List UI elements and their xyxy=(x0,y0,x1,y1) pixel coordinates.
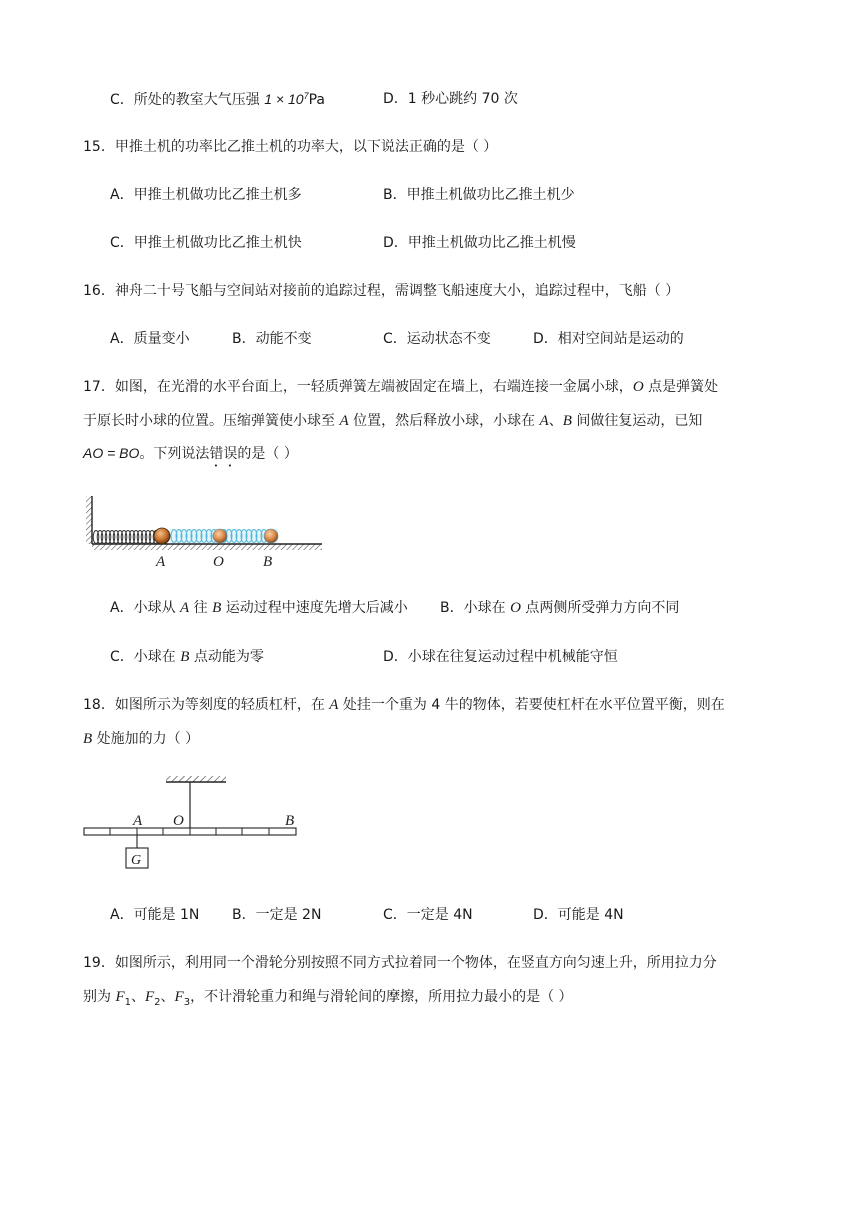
q19-subscript: 3 xyxy=(183,996,191,1008)
q19-stem-line1: 19．如图所示，利用同一个滑轮分别按照不同方式拉着同一个物体，在竖直方向匀速上升，所用拉力分 xyxy=(83,955,717,971)
ball-at-o xyxy=(213,529,227,543)
q18-text: 18．如图所示为等刻度的轻质杠杆，在 xyxy=(83,697,330,713)
opt-text: 点两侧所受弹力方向不同 xyxy=(520,600,680,616)
q17-stem-line3 xyxy=(83,443,298,470)
ceiling-hatching xyxy=(166,776,226,782)
q16-option-a: A．质量变小 xyxy=(110,331,190,347)
label-b: B xyxy=(285,813,295,829)
q18-text: 处施加的力（ ） xyxy=(92,731,200,747)
opt-text: B．小球在 xyxy=(440,600,511,616)
q17-equation: AO = BO xyxy=(83,445,140,461)
wall-hatching xyxy=(86,496,92,544)
q17-text: 点是弹簧处 xyxy=(643,379,719,395)
q17-text: 17．如图，在光滑的水平台面上，一轻质弹簧左端被固定在墙上，右端连接一金属小球， xyxy=(83,379,633,395)
q19-text: 、 xyxy=(131,989,145,1005)
q17-option-a xyxy=(110,598,408,618)
q19-subscript: 1 xyxy=(124,996,131,1008)
q18-stem-line1 xyxy=(83,695,725,715)
q17-stem-line2 xyxy=(83,411,702,431)
q19-text: 别为 xyxy=(83,989,116,1005)
q19-subscript: 2 xyxy=(154,996,161,1008)
q18-option-d: D．可能是 4N xyxy=(533,907,624,923)
q18-var-b: B xyxy=(83,731,93,747)
q14-option-d: D．1 秒心跳约 70 次 xyxy=(383,91,518,107)
label-o: O xyxy=(213,554,224,570)
ball-at-a xyxy=(154,528,170,544)
opt-text: 往 xyxy=(189,600,213,616)
label-b: B xyxy=(263,554,273,570)
q19-text: ，不计滑轮重力和绳与滑轮间的摩擦，所用拉力最小的是（ ） xyxy=(190,989,573,1005)
q14-option-c-text: C．所处的教室大气压强 xyxy=(110,92,265,108)
q17-text: 的是（ ） xyxy=(237,446,298,462)
q18-stem-line2 xyxy=(83,729,199,749)
weight-label: G xyxy=(131,853,142,868)
q17-spring-figure xyxy=(82,494,324,572)
opt-text: A．小球从 xyxy=(110,600,181,616)
q14-option-c-exponent: 7 xyxy=(303,91,309,101)
opt-text: 点动能为零 xyxy=(189,649,264,665)
q19-text: 、 xyxy=(160,989,175,1005)
q18-option-a: A．可能是 1N xyxy=(110,907,200,923)
label-a: A xyxy=(133,813,143,829)
q14-option-c-unit: Pa xyxy=(308,92,325,108)
q17-text: 位置，然后释放小球，小球在 xyxy=(348,413,540,429)
q17-text: 于原长时小球的位置。压缩弹簧使小球至 xyxy=(83,413,340,429)
q16-option-c: C．运动状态不变 xyxy=(383,331,491,347)
q15-option-d: D．甲推土机做功比乙推土机慢 xyxy=(383,235,576,251)
opt-text: C．小球在 xyxy=(110,649,181,665)
q18-option-b: B．一定是 2N xyxy=(232,907,322,923)
q15-option-b: B．甲推土机做功比乙推土机少 xyxy=(383,187,575,203)
q17-text: 、 xyxy=(548,413,563,429)
opt-text: 运动过程中速度先增大后减小 xyxy=(221,600,408,616)
q17-emphasis: 错误 xyxy=(209,446,238,462)
q18-option-c: C．一定是 4N xyxy=(383,907,473,923)
q18-text: 处挂一个重为 4 牛的物体，若要使杠杆在水平位置平衡，则在 xyxy=(338,697,725,713)
label-o: O xyxy=(173,813,184,829)
q14-option-c-value: 1 × 10 xyxy=(264,91,304,107)
q19-force-f1: F xyxy=(115,989,125,1005)
q18-var-a: A xyxy=(329,697,339,713)
q17-option-b xyxy=(440,598,679,618)
q17-var-o: O xyxy=(632,379,644,395)
q17-text: 间做往复运动，已知 xyxy=(571,413,703,429)
q14-option-c xyxy=(110,89,325,110)
q16-stem: 16．神舟二十号飞船与空间站对接前的追踪过程，需调整飞船速度大小，追踪过程中，飞船（ ） xyxy=(83,283,680,299)
q16-option-b: B．动能不变 xyxy=(232,331,312,347)
q15-option-a: A．甲推土机做功比乙推土机多 xyxy=(110,187,302,203)
q15-option-c: C．甲推土机做功比乙推土机快 xyxy=(110,235,302,251)
q15-stem: 15．甲推土机的功率比乙推土机的功率大，以下说法正确的是（ ） xyxy=(83,139,498,155)
q17-stem-line1 xyxy=(83,377,718,397)
q16-option-d: D．相对空间站是运动的 xyxy=(533,331,684,347)
q17-option-c xyxy=(110,647,264,667)
q19-force-f2: F xyxy=(145,989,155,1005)
q17-var-b: B xyxy=(562,413,572,429)
q17-option-d: D．小球在往复运动过程中机械能守恒 xyxy=(383,649,618,665)
q17-text: 。下列说法 xyxy=(139,446,210,462)
opt-var: B xyxy=(212,600,222,616)
opt-var: B xyxy=(180,649,190,665)
q17-var-a: A xyxy=(539,413,549,429)
q19-stem-line2 xyxy=(83,987,573,1013)
compressed-spring xyxy=(93,531,159,544)
ground-hatching xyxy=(92,544,322,550)
q18-lever-figure xyxy=(80,774,302,874)
opt-var: A xyxy=(180,600,190,616)
label-a: A xyxy=(156,554,166,570)
q19-force-f3: F xyxy=(174,989,184,1005)
opt-var: O xyxy=(510,600,521,616)
ball-at-b xyxy=(264,529,278,543)
q17-var-a: A xyxy=(339,413,349,429)
